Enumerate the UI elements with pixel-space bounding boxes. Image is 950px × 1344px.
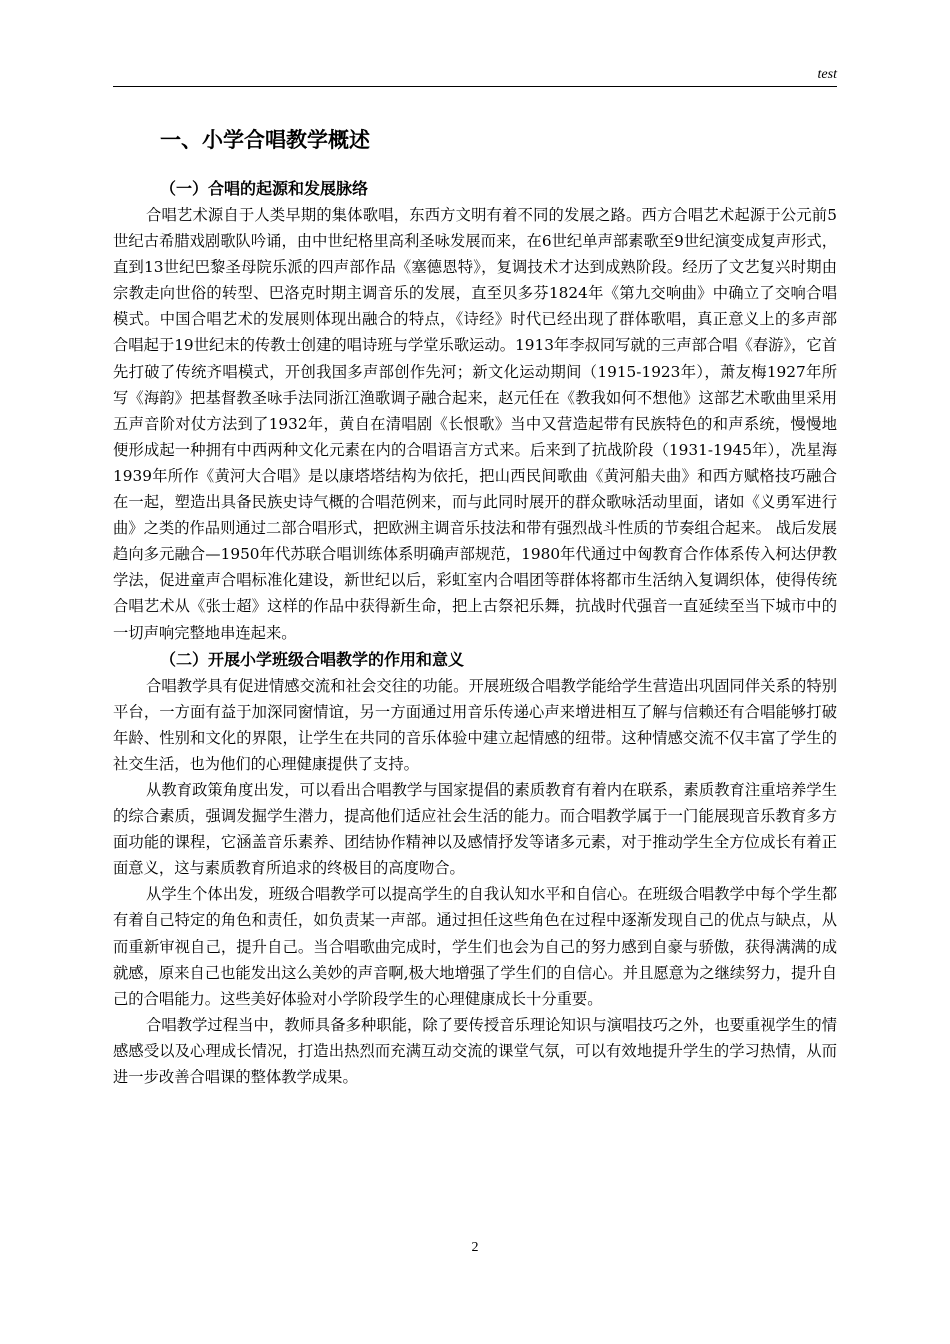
paragraph: 合唱教学过程当中，教师具备多种职能，除了要传授音乐理论知识与演唱技巧之外，也要重视学生的情感感受以及心理成长情况，打造出热烈而充满互动交流的课堂气氛，可以有效地提升学生的学习热情，从而进一步改善合唱课的整体教学成果。 <box>113 1015 837 1086</box>
section-heading-origin: （一）合唱的起源和发展脉络 <box>160 179 369 198</box>
page-number: 2 <box>471 1240 479 1255</box>
chapter-title: 一、小学合唱教学概述 <box>160 128 370 152</box>
page-body <box>113 123 837 1090</box>
paragraph: 从教育政策角度出发，可以看出合唱教学与国家提倡的素质教育有着内在联系，素质教育注重培养学生的综合素质，强调发掘学生潜力，提高他们适应社会生活的能力。而合唱教学属于一门能展现音乐教育多方面功能的课程，它涵盖音乐素养、团结协作精神以及感情抒发等诸多元素，对于推动学生全方位成长有着正面意义，这与素质教育所追求的终极目的高度吻合。 <box>113 780 837 878</box>
running-header: test <box>817 67 837 82</box>
section-heading-significance: （二）开展小学班级合唱教学的作用和意义 <box>160 649 465 669</box>
paragraph: 从学生个体出发，班级合唱教学可以提高学生的自我认知水平和自信心。在班级合唱教学中每个学生都有着自己特定的角色和责任，如负责某一声部。通过担任这些角色在过程中逐渐发现自己的优点与缺点，从而重新审视自己，提升自己。当合唱歌曲完成时，学生们也会为自己的努力感到自豪与骄傲，获得满满的成就感，原来自己也能发出这么美妙的声音啊,极大地增强了学生们的自信心。并且愿意为之继续努力，提升自己的合唱能力。这些美好体验对小学阶段学生的心理健康成长十分重要。 <box>113 885 837 1008</box>
paragraph: 合唱教学具有促进情感交流和社会交往的功能。开展班级合唱教学能给学生营造出巩固同伴关系的特别平台，一方面有益于加深同窗情谊，另一方面通过用音乐传递心声来增进相互了解与信赖还有合唱能够打破年龄、性别和文化的界限，让学生在共同的音乐体验中建立起情感的纽带。这种情感交流不仅丰富了学生的社交生活，也为他们的心理健康提供了支持。 <box>113 676 837 773</box>
paragraph: 合唱艺术源自于人类早期的集体歌唱，东西方文明有着不同的发展之路。西方合唱艺术起源于公元前5世纪古希腊戏剧歌队吟诵，由中世纪格里高利圣咏发展而来，在6世纪单声部素歌至9世纪演变成复声形式，直到13世纪巴黎圣母院乐派的四声部作品《塞德恩特》，复调技术才达到成熟阶段。经历了文艺复兴时期由宗教走向世俗的转型、巴洛克时期主调音乐的发展，直至贝多芬1824年《第九交响曲》中确立了交响合唱模式。中国合唱艺术的发展则体现出融合的特点，《诗经》时代已经出现了群体歌唱，真正意义上的多声部合唱起于19世纪末的传教士创建的唱诗班与学堂乐歌运动。1913年李叔同写就的三声部合唱《春游》，它首先打破了传统齐唱模式，开创我国多声部创作先河；新文化运动期间（1915-1923年），萧友梅1927年所写《海韵》把基督教圣咏手法同浙江渔歌调子融合起来，赵元任在《教我如何不想他》这部艺术歌曲里采用五声音阶对仗方法到了1932年，黄自在清唱剧《长恨歌》当中又营造起带有民族特色的和声系统，慢慢地便形成起一种拥有中西两种文化元素在内的合唱语言方式来。后来到了抗战阶段（1931-1945年），冼星海1939年所作《黄河大合唱》是以康塔塔结构为依托，把山西民间歌曲《黄河船夫曲》和西方赋格技巧融合在一起，塑造出具备民族史诗气概的合唱范例来，而与此同时展开的群众歌咏活动里面，诸如《义勇军进行曲》之类的作品则通过二部合唱形式，把欧洲主调音乐技法和带有强烈战斗性质的节奏组合起来。 战后发展趋向多元融合—1950年代苏联合唱训练体系明确声部规范，1980年代通过中匈教育合作体系传入柯达伊教学法，促进童声合唱标准化建设，新世纪以后，彩虹室内合唱团等群体将都市生活纳入复调织体，使得传统合唱艺术从《张士超》这样的作品中获得新生命，把上古祭祀乐舞，抗战时代强音一直延续至当下城市中的一切声响完整地串连起来。 <box>113 206 837 642</box>
header-rule <box>113 86 837 87</box>
